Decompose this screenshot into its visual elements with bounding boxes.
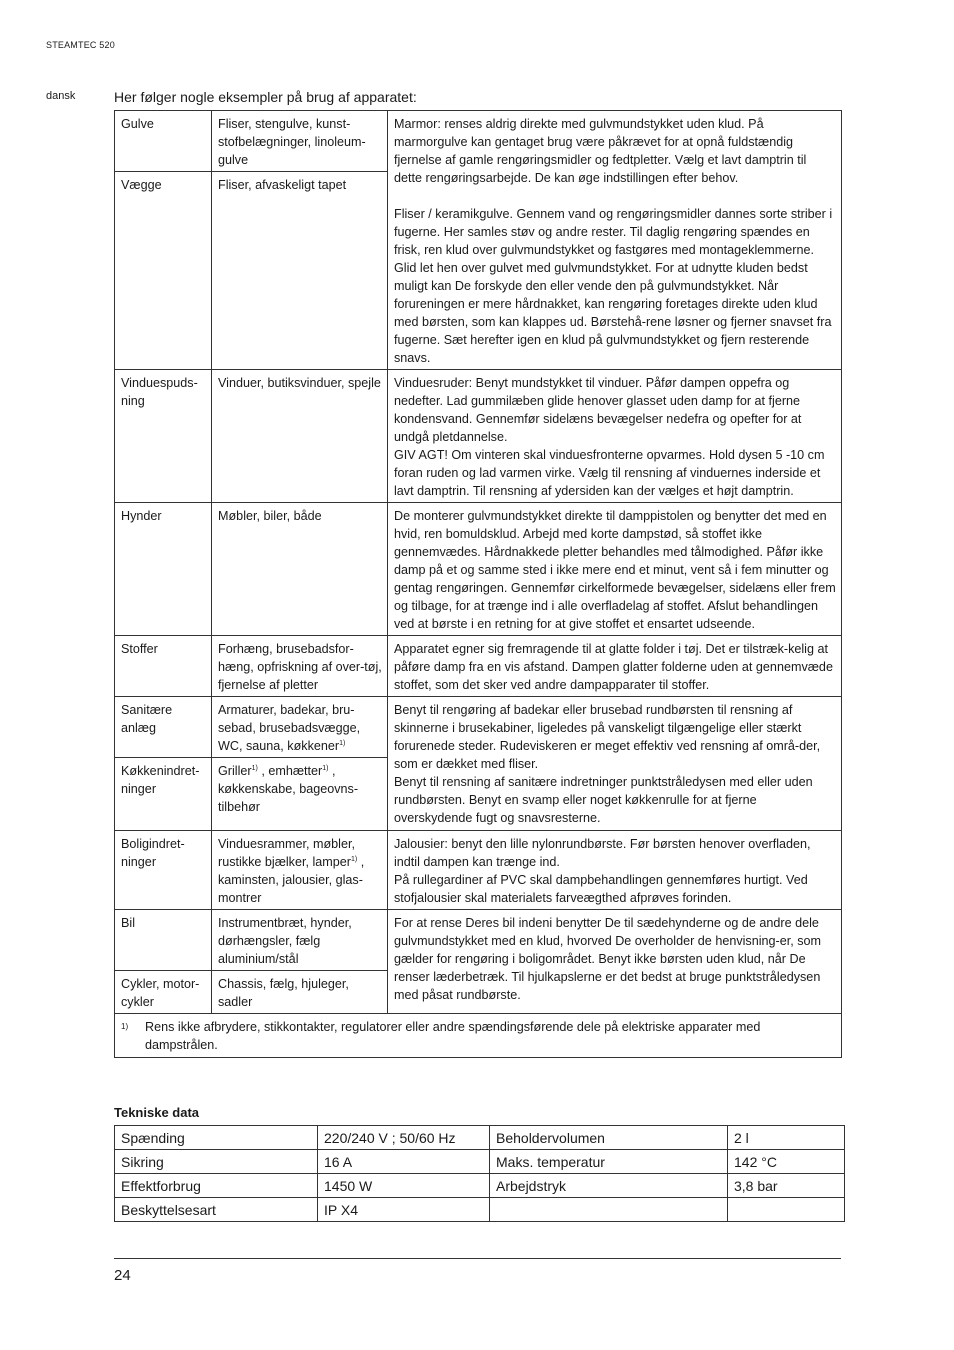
area-cell: Cykler, motor-cykler — [115, 971, 212, 1014]
table-row — [115, 1126, 845, 1150]
usage-examples-table — [114, 110, 842, 1058]
spec-value: 220/240 V ; 50/60 Hz — [318, 1126, 490, 1150]
area-cell: Gulve — [115, 111, 212, 172]
examples-cell: Armaturer, badekar, bru-sebad, brusebadsvægge, WC, sauna, køkkener$^{1)}$ — [212, 697, 388, 758]
examples-cell: Fliser, stengulve, kunst-stofbelægninger, linoleum-gulve — [212, 111, 388, 172]
examples-cell: Møbler, biler, både — [212, 503, 388, 636]
description-paragraph: GIV AGT! Om vinteren skal vinduesfronterne opvarmes. Hold dysen 5 -10 cm foran ruden og lad varmen virke. Vælg til rensning af vinduernes inderside et lavt damptrin. Til rensning af ydersiden kan der vælges et højt damptrin. — [394, 448, 825, 498]
description-cell: De monterer gulvmundstykket direkte til damppistolen og benytter det med en hvid, ren bomuldsklud. Arbejd med korte dampstød, så stoffet ikke gennemvædes. Hårdnakkede pletter behandles med tålmodighed. Påfør ikke damp på et og samme sted i ikke mere end et minut, vent så i fem minutter og gentag rengøringen. Gennemfør cirkelformede bevægelser, sidelæns eller frem og tilbage, for at trænge ind i alle overfladelag af stoffet. Afslut behandlingen ved at børste i en retning for at give stoffet et ensartet udseende. — [388, 503, 842, 636]
table-row — [115, 503, 842, 636]
description-paragraph: Vinduesruder: Benyt mundstykket til vinduer. Påfør dampen oppefra og nedefter. Lad gummilæben glide henover glasset uden damp for at fjerne kondensvand. Gennemfør sidelæns bevægelser nedefra og opefter for at undgå pletdannelse. — [394, 376, 802, 444]
spec-value: IP X4 — [318, 1198, 490, 1222]
table-row — [115, 1174, 845, 1198]
spec-label — [490, 1198, 728, 1222]
area-cell: Køkkenindret-ninger — [115, 758, 212, 831]
table-row — [115, 636, 842, 697]
description-paragraph: Fliser / keramikgulve. Gennem vand og rengøringsmidler dannes sorte striber i fugerne. Her samles støv og andre rester. Til daglig rengøring spændes en frisk, ren klud over gulvmundstykket og fastgøres med montageklemmerne. Glid let hen over gulvet med gulvmundstykket. For at udnytte kluden bedst muligt kan De forskyde den eller vende den på gulvmundstykket. Når forureningen er mere hårdnakket, kan rengøring foretages direkte uden klud med børsten, som kan klappes ud. Børstehå-rene løsner og fjerner snavset fra fugerne. Sæt herefter igen en klud på gulvmundstykket og fjern resterende snavs. — [394, 207, 833, 365]
examples-cell: Instrumentbræt, hynder, dørhængsler, fælg aluminium/stål — [212, 910, 388, 971]
usage-intro-heading: Her følger nogle eksempler på brug af apparatet: — [114, 89, 417, 105]
area-cell: Vægge — [115, 172, 212, 370]
table-row — [115, 910, 842, 971]
page-number: 24 — [114, 1267, 131, 1284]
examples-cell: Griller$^{1)}$ , emhætter$^{1)}$ , køkkenskabe, bageovns-tilbehør — [212, 758, 388, 831]
area-cell: Boligindret-ninger — [115, 831, 212, 910]
footnote-ref: 1) — [251, 765, 258, 772]
spec-value: 16 A — [318, 1150, 490, 1174]
description-cell: For at rense Deres bil indeni benytter De til sædehynderne og de andre dele gulvmundstykket med en klud, hvorved De overholder de henvisning-er, som gælder for rengøring i boligområdet. Benyt ikke børsten uden klud, når De renser læderbetræk. Til hjulkapslerne er det bedst at bruge punktstråledysen med påsat rundbørste. — [388, 910, 842, 1014]
spec-value — [728, 1198, 845, 1222]
table-row — [115, 1198, 845, 1222]
footnote-cell — [115, 1014, 842, 1058]
spec-label: Arbejdstryk — [490, 1174, 728, 1198]
description-paragraph: På rullegardiner af PVC skal dampbehandlingen gennemføres hurtigt. Ved stofjalousier skal materialets farveægthed afprøves forinden. — [394, 873, 808, 905]
area-cell: Sanitære anlæg — [115, 697, 212, 758]
spec-label: Maks. temperatur — [490, 1150, 728, 1174]
spec-value: 142 °C — [728, 1150, 845, 1174]
description-paragraph: Benyt til rengøring af badekar eller brusebad rundbørsten til rensning af skinnerne i brusekabiner, ligeledes på vanskeligt tilgængelige eller stærkt forurenede steder. Rudeviskeren er meget effektiv ved rensning af områ-der, som er dækket med fliser. — [394, 703, 821, 771]
table-row — [115, 831, 842, 910]
description-cell — [388, 831, 842, 910]
table-row — [115, 370, 842, 503]
area-cell: Bil — [115, 910, 212, 971]
examples-cell: Chassis, fælg, hjuleger, sadler — [212, 971, 388, 1014]
language-label: dansk — [46, 90, 76, 102]
area-cell: Stoffer — [115, 636, 212, 697]
table-row — [115, 111, 842, 172]
description-cell — [388, 697, 842, 831]
description-paragraph: Marmor: renses aldrig direkte med gulvmundstykket uden klud. På marmorgulve kan gentaget brug være påkrævet for at opnå fuldstændig fjernelse af gamle rengøringsmidler og fedtpletter. Vælg et lavt damptrin til dette rengøringsarbejde. De kan øge indstillingen efter behov. — [394, 117, 807, 185]
area-cell: Vinduespuds-ning — [115, 370, 212, 503]
description-cell — [388, 111, 842, 370]
description-paragraph: Benyt til rensning af sanitære indretninger punktstråledysen med eller uden rundbørsten. Benyt en svamp eller noget køkkenrulle for at fjerne overskydende fugt og snavsresterne. — [394, 775, 813, 825]
examples-cell: Vinduer, butiksvinduer, spejle — [212, 370, 388, 503]
footnote-ref: 1) — [322, 765, 329, 772]
examples-cell: Forhæng, brusebadsfor-hæng, opfriskning af over-tøj, fjernelse af pletter — [212, 636, 388, 697]
footer-divider — [114, 1258, 841, 1259]
examples-cell: Fliser, afvaskeligt tapet — [212, 172, 388, 370]
spec-value: 2 l — [728, 1126, 845, 1150]
examples-cell: Vinduesrammer, møbler, rustikke bjælker, lamper$^{1)}$ , kaminsten, jalousier, glas-montrer — [212, 831, 388, 910]
description-cell: Apparatet egner sig fremragende til at glatte folder i tøj. Det er tilstræk-kelig at påføre damp fra en vis afstand. Dampen glatter folderne uden at gennemvæde stoffet, som det sker ved andre dampapparater til stoffer. — [388, 636, 842, 697]
technical-data-table — [114, 1125, 845, 1222]
footnote-ref: 1) — [339, 740, 346, 747]
technical-data-heading: Tekniske data — [114, 1105, 200, 1120]
table-row — [115, 697, 842, 758]
spec-value: 3,8 bar — [728, 1174, 845, 1198]
area-cell: Hynder — [115, 503, 212, 636]
description-paragraph: Jalousier: benyt den lille nylonrundbørste. Før børsten henover overfladen, indtil dampen kan trænge ind. — [394, 837, 811, 869]
spec-label: Effektforbrug — [115, 1174, 318, 1198]
footnote-ref: 1) — [350, 856, 358, 863]
document-model-header: STEAMTEC 520 — [46, 40, 115, 50]
spec-label: Sikring — [115, 1150, 318, 1174]
spec-value: 1450 W — [318, 1174, 490, 1198]
footnote-mark: 1) — [121, 1022, 129, 1031]
spec-label: Beholdervolumen — [490, 1126, 728, 1150]
spec-label: Spænding — [115, 1126, 318, 1150]
table-row — [115, 1150, 845, 1174]
description-cell — [388, 370, 842, 503]
footnote-row — [115, 1014, 842, 1058]
footnote-text: Rens ikke afbrydere, stikkontakter, regulatorer eller andre spændingsførende dele på elektriske apparater med dampstrålen. — [145, 1020, 761, 1052]
spec-label: Beskyttelsesart — [115, 1198, 318, 1222]
